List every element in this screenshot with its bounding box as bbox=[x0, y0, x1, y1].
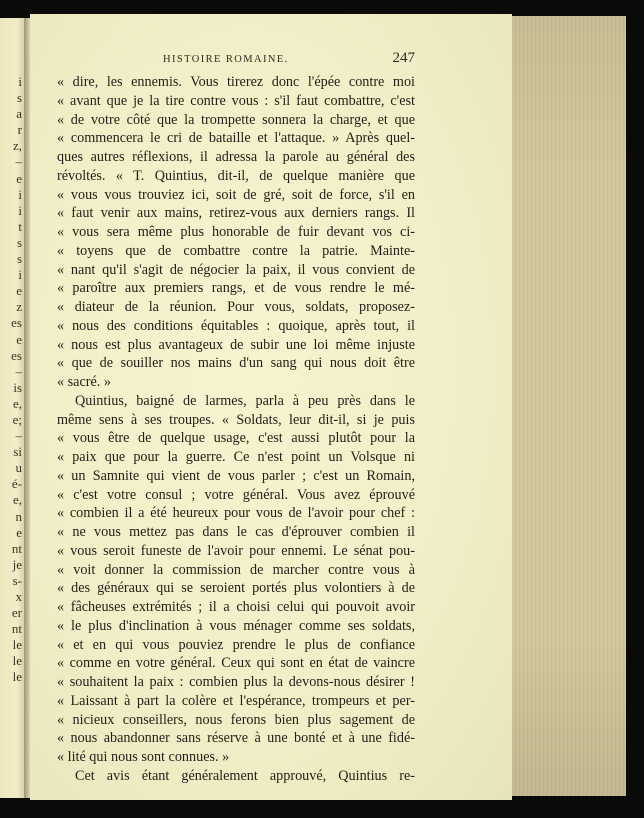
text-line: « vous seroit funeste de l'avoir pour ennemi. Le sénat pou- bbox=[57, 542, 415, 559]
left-page-fragment: is bbox=[13, 379, 22, 395]
text-line: « nous des conditions équitables : quoique, après tout, il bbox=[57, 317, 415, 334]
left-page-fragment: – bbox=[15, 363, 22, 379]
text-line: ques autres réflexions, il adressa la parole au général des bbox=[57, 149, 415, 165]
text-line: « nous abandonner sans réserve à une bonté et à une fidé- bbox=[57, 730, 415, 747]
left-page-fragment: s- bbox=[12, 572, 22, 588]
left-page-fragment: e, bbox=[12, 492, 22, 508]
left-page-fragment: s bbox=[16, 90, 22, 106]
left-page-fragment: e; bbox=[12, 411, 22, 427]
left-page-fragment: s bbox=[16, 251, 22, 267]
text-line: Cet avis étant généralement approuvé, Quintius re- bbox=[75, 767, 415, 784]
left-page-fragment: le bbox=[12, 637, 22, 653]
text-line: « sacré. » bbox=[57, 374, 111, 390]
text-line: « c'est votre consul ; votre général. Vous avez éprouvé bbox=[57, 486, 415, 503]
text-line: « vous être de quelque usage, c'est aussi plutôt pour la bbox=[57, 430, 415, 447]
left-page-fragment: le bbox=[12, 653, 22, 669]
text-line: « comme en votre général. Ceux qui sont en état de vaincre bbox=[57, 655, 415, 672]
left-page-fragment: e bbox=[16, 524, 22, 540]
left-page-fragment: je bbox=[12, 556, 22, 572]
left-page-fragment: s bbox=[16, 234, 22, 250]
text-line: « diateur de la réunion. Pour vous, soldats, proposez- bbox=[57, 299, 415, 315]
page-number: 247 bbox=[392, 50, 415, 66]
text-line: « lité qui nous sont connues. » bbox=[57, 749, 230, 765]
left-page-text-fragments bbox=[0, 74, 24, 686]
left-page-fragment: si bbox=[13, 444, 22, 460]
text-line: « vous vous trouviez ici, soit de gré, soit de force, s'il en bbox=[57, 186, 415, 203]
text-line: « des généraux qui se seroient portés plus volontiers à de bbox=[57, 580, 415, 597]
left-page-fragment: z, bbox=[12, 138, 22, 154]
left-page-fragment: z bbox=[16, 299, 22, 315]
text-line: « nant qu'il s'agit de négocier la paix, il vous convient de bbox=[57, 261, 415, 278]
text-line: « paix que pour la guerre. Ce n'est point un Volsque ni bbox=[57, 449, 415, 465]
text-line: « dire, les ennemis. Vous tirerez donc l'épée contre moi bbox=[57, 74, 415, 90]
left-page-fragment: x bbox=[15, 589, 22, 604]
left-page-fragment: i bbox=[18, 202, 22, 218]
left-page-fragment: – bbox=[15, 154, 22, 170]
left-page-fragment: e bbox=[16, 283, 22, 299]
text-line: « combien il a été heureux pour vous de l'avoir pour chef : bbox=[57, 505, 415, 522]
text-line: « toyens que de combattre contre la patrie. Mainte- bbox=[57, 242, 415, 259]
text-line: « que de souiller nos mains d'un sang qui nous doit être bbox=[57, 355, 415, 372]
left-page-fragment: – bbox=[15, 428, 22, 444]
text-line: « avant que je la tire contre vous : s'il faut combattre, c'est bbox=[57, 92, 415, 109]
left-page-fragment: e bbox=[16, 331, 22, 347]
left-page-fragment: é- bbox=[11, 476, 22, 492]
left-page-fragment: r bbox=[17, 122, 22, 138]
text-line: « souhaitent la paix : combien plus la devons-nous désirer ! bbox=[57, 674, 415, 690]
text-line: « le plus d'inclination à vous ménager comme ses soldats, bbox=[57, 617, 415, 634]
left-page-fragment: nt bbox=[11, 540, 22, 556]
running-title: HISTOIRE ROMAINE. bbox=[163, 54, 289, 65]
left-page-fragment: e bbox=[16, 170, 22, 186]
left-page-fragment: n bbox=[15, 508, 22, 524]
left-page-fragment: i bbox=[18, 186, 22, 202]
text-line: « un Samnite qui vient de vous parler ; c'est un Romain, bbox=[57, 467, 415, 484]
page-body-text bbox=[57, 73, 415, 786]
left-page-fragment: e, bbox=[12, 395, 22, 411]
left-page-fragment: nt bbox=[11, 621, 22, 637]
text-line: « de votre côté que la trompette sonnera la charge, et que bbox=[57, 111, 415, 128]
text-line: « nicieux conseillers, nous ferons bien plus sagement de bbox=[57, 711, 415, 728]
left-page-fragment: i bbox=[18, 267, 22, 283]
text-line: « vous sera même plus honorable de fuir devant vos ci- bbox=[57, 224, 415, 240]
left-page-fragment: u bbox=[15, 460, 22, 476]
left-page-fragment: es bbox=[11, 315, 22, 331]
text-line: « et en qui vous pouviez prendre le plus de confiance bbox=[57, 636, 415, 653]
text-line: « fâcheuses extrémités ; il a choisi celui qui pouvoit avoir bbox=[57, 599, 415, 615]
page-header bbox=[58, 50, 415, 68]
text-line: même sens à ses troupes. « Soldats, leur dit-il, si je puis bbox=[57, 411, 415, 428]
left-page-fragment: i bbox=[18, 74, 22, 89]
text-line: révoltés. « T. Quintius, dit-il, de quelque manière que bbox=[57, 167, 415, 184]
text-line: « faut venir aux mains, retirez-vous aux derniers rangs. Il bbox=[57, 205, 415, 222]
page-edges bbox=[508, 16, 626, 796]
text-line: « voit donner la commission de marcher contre vous à bbox=[57, 561, 415, 578]
text-line: « ne vous mettez pas dans le cas d'éprouver combien il bbox=[57, 524, 415, 540]
left-page-fragment: le bbox=[12, 669, 22, 685]
text-line: « commencera le cri de bataille et l'attaque. » Après quel- bbox=[57, 130, 415, 147]
left-page-fragment: er bbox=[11, 605, 22, 621]
text-line: « nous est plus avantageux de subir une loi même injuste bbox=[57, 336, 415, 353]
left-page-edge bbox=[0, 18, 24, 798]
left-page-fragment: t bbox=[18, 218, 22, 234]
left-page-fragment: es bbox=[11, 347, 22, 363]
text-line: « Laissant à part la colère et l'espérance, trompeurs et per- bbox=[57, 692, 415, 709]
left-page-fragment: a bbox=[16, 106, 22, 122]
text-line: « paroître aux premiers rangs, et de vous rendre le mé- bbox=[57, 280, 415, 297]
text-line: Quintius, baigné de larmes, parla à peu près dans le bbox=[75, 392, 415, 409]
